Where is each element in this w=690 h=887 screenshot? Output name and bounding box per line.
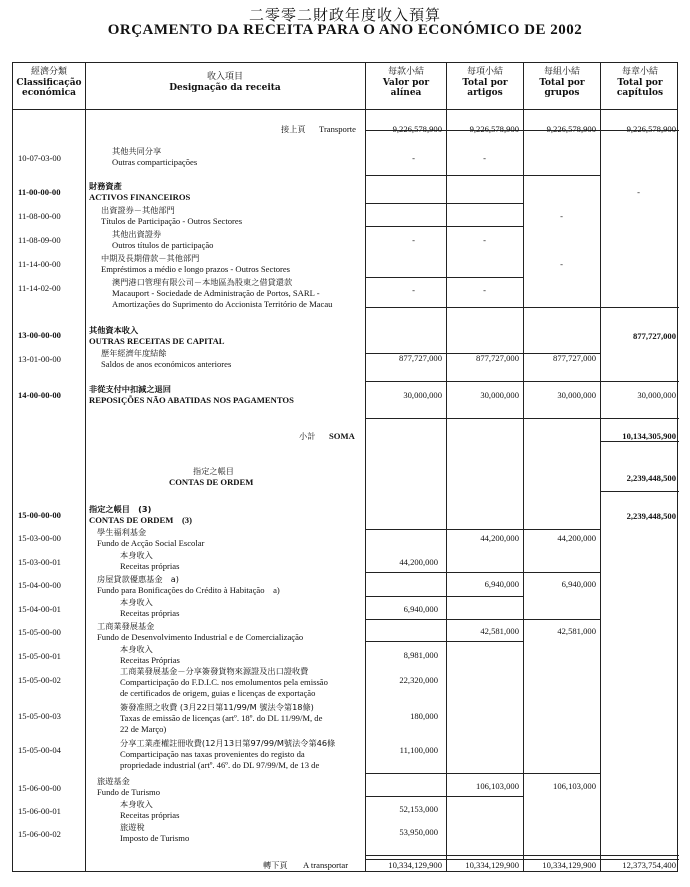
row-label-pt: Amortizações do Suprimento do Accionista Território de Macau: [112, 299, 333, 309]
row-label-pt: Saldos de anos económicos anteriores: [101, 359, 232, 369]
row-alinea: -: [412, 235, 415, 245]
page-title-portuguese: ORÇAMENTO DA RECEITA PARA O ANO ECONÓMICO DE 2002: [107, 22, 583, 38]
row-alinea: 6,940,000: [403, 604, 438, 614]
row-alinea: 22,320,000: [399, 675, 438, 685]
row-label-zh: 工商業發展基金－分享簽發貨物來源證及出口證收費: [120, 666, 309, 676]
header-capitulos: 每章小結 Total por capítulos: [616, 67, 664, 98]
row-label-pt: Receitas próprias: [120, 810, 180, 820]
row-label-pt: Empréstimos a médio e longo prazos - Outros Sectores: [101, 264, 291, 274]
row-artigos: 30,000,000: [480, 390, 519, 400]
header-alinea: 每款小結 Valor por alínea: [382, 67, 430, 98]
section-heading-zh: 指定之帳目: [193, 466, 234, 476]
row-label-zh: 本身收入: [120, 799, 153, 809]
row-grupos: 42,581,000: [557, 626, 596, 636]
row-label-pt: Comparticipação nas taxas provenientes do registo da: [120, 749, 305, 759]
rule: [365, 773, 600, 774]
row-label-pt: propriedade industrial (artº. 46º. do DL 97/99/M, de 13 de: [120, 760, 320, 770]
row-code: 15-06-00-00: [18, 783, 61, 793]
row-code: 15-03-00-01: [18, 557, 61, 567]
rule: [365, 529, 600, 530]
row-capitulos: -: [637, 187, 640, 197]
row-artigos: 106,103,000: [476, 781, 519, 791]
row-alinea: -: [412, 153, 415, 163]
row-grupos: 106,103,000: [553, 781, 596, 791]
row-capitulos: 2,239,448,500: [626, 473, 676, 483]
row-grupos: 877,727,000: [553, 353, 596, 363]
row-label-zh: 其他出資證券: [112, 229, 162, 239]
header-classification: 經濟分類 Classificação económica: [16, 67, 82, 98]
col-divider: [600, 63, 601, 871]
row-artigos: 877,727,000: [476, 353, 519, 363]
row-alinea: 44,200,000: [399, 557, 438, 567]
row-code: 11-14-00-00: [18, 259, 61, 269]
row-grupos: 44,200,000: [557, 533, 596, 543]
row-label-pt: Fundo para Bonificações do Crédito à Habitação a): [97, 585, 280, 595]
rule: [365, 277, 523, 278]
rule: [365, 572, 600, 573]
row-label-zh: 分享工業產權註冊收費(12月13日第97/99/M號法令第46條: [120, 738, 336, 748]
row-code: 11-14-02-00: [18, 283, 61, 293]
row-code: 15-04-00-01: [18, 604, 61, 614]
rule: [365, 381, 679, 382]
row-alinea: -: [412, 285, 415, 295]
row-code: 11-08-00-00: [18, 211, 61, 221]
row-code: 13-00-00-00: [18, 330, 61, 340]
rule: [365, 307, 679, 308]
soma-label-pt: SOMA: [329, 431, 355, 441]
header-grupos: 每組小結 Total por grupos: [539, 67, 585, 98]
row-label-pt: Receitas próprias: [120, 561, 180, 571]
row-code: 15-00-00-00: [18, 510, 61, 520]
row-code: 11-08-09-00: [18, 235, 61, 245]
row-label-zh: 非從支付中扣減之退回: [89, 384, 171, 394]
soma-capitulos: 10,134,305,900: [622, 431, 676, 441]
row-code: 15-05-00-00: [18, 627, 61, 637]
row-label-pt: ACTIVOS FINANCEIROS: [89, 192, 191, 202]
rule: [365, 418, 679, 419]
rule: [365, 226, 523, 227]
row-alinea: 53,950,000: [399, 827, 438, 837]
row-grupos: -: [560, 211, 563, 221]
row-label-pt: Taxas de emissão de licenças (artº. 18º. do DL 11/99/M, de: [120, 713, 323, 723]
row-code: 13-01-00-00: [18, 354, 61, 364]
rule: [365, 619, 600, 620]
page-title-chinese: 二零零二財政年度收入預算: [248, 6, 441, 24]
carry-artigos: 10,334,129,900: [465, 860, 519, 870]
row-label-zh: 出資證券－其他部門: [101, 205, 175, 215]
rule: [365, 596, 523, 597]
row-code: 15-05-00-02: [18, 675, 61, 685]
row-artigos: 42,581,000: [480, 626, 519, 636]
row-label-pt: REPOSIÇÕES NÃO ABATIDAS NOS PAGAMENTOS: [89, 395, 294, 405]
carry-label-pt: A transportar: [303, 860, 349, 870]
row-code: 15-05-00-01: [18, 651, 61, 661]
row-artigos: -: [483, 153, 486, 163]
row-label-zh: 旅遊基金: [97, 776, 130, 786]
transport-capitulos: 9,226,578,900: [626, 124, 676, 134]
row-capitulos: 877,727,000: [633, 331, 676, 341]
transport-alinea: 9,226,578,900: [392, 124, 442, 134]
row-label-pt: Outras comparticipações: [112, 157, 198, 167]
row-grupos: -: [560, 259, 563, 269]
row-label-pt: Fundo de Desenvolvimento Industrial e de Comercialização: [97, 632, 304, 642]
row-label-pt: Fundo de Acção Social Escolar: [97, 538, 205, 548]
header-rule: [13, 109, 677, 110]
row-label-zh: 本身收入: [120, 644, 153, 654]
rule: [365, 641, 523, 642]
row-alinea: 180,000: [410, 711, 438, 721]
row-label-pt: OUTRAS RECEITAS DE CAPITAL: [89, 336, 225, 346]
col-divider: [446, 63, 447, 871]
row-label-pt: Títulos de Participação - Outros Sectores: [101, 216, 243, 226]
carry-grupos: 10,334,129,900: [542, 860, 596, 870]
row-label-pt: Outros títulos de participação: [112, 240, 214, 250]
soma-label-zh: 小計: [299, 431, 316, 441]
row-artigos: -: [483, 285, 486, 295]
row-label-zh: 房屋貸款優惠基金 a): [97, 574, 179, 584]
row-label-pt: Comparticipação do F.D.I.C. nos emolumentos pela emissão: [120, 677, 328, 687]
row-alinea: 8,981,000: [403, 650, 438, 660]
row-code: 11-00-00-00: [18, 187, 61, 197]
rule: [365, 855, 679, 856]
rule: [365, 203, 523, 204]
row-label-zh: 澳門港口管理有限公司－本地區為股東之借貸還款: [112, 277, 293, 287]
header-artigos: 每項小結 Total por artigos: [462, 67, 508, 98]
rule: [600, 491, 679, 492]
row-label-zh: 其他資本收入: [89, 325, 139, 335]
row-alinea: 11,100,000: [399, 745, 438, 755]
row-code: 15-05-00-04: [18, 745, 61, 755]
row-label-pt: Receitas próprias: [120, 608, 180, 618]
row-grupos: 6,940,000: [561, 579, 596, 589]
row-alinea: 52,153,000: [399, 804, 438, 814]
row-label-zh: 工商業發展基金: [97, 621, 155, 631]
row-code: 15-06-00-02: [18, 829, 61, 839]
row-alinea: 30,000,000: [403, 390, 442, 400]
row-artigos: 44,200,000: [480, 533, 519, 543]
row-artigos: 6,940,000: [484, 579, 519, 589]
row-label-pt: Macauport - Sociedade de Administração de Portos, SARL -: [112, 288, 320, 298]
row-label-pt: Receitas Próprias: [120, 655, 180, 665]
row-label-pt: CONTAS DE ORDEM (3): [89, 515, 192, 525]
row-label-zh: 歷年經濟年度結餘: [101, 348, 167, 358]
row-code: 15-04-00-00: [18, 580, 61, 590]
rule: [365, 796, 523, 797]
col-divider: [523, 63, 524, 871]
carry-label-zh: 轉下頁: [263, 860, 288, 870]
transport-label-zh: 接上頁: [281, 124, 306, 134]
row-grupos: 30,000,000: [557, 390, 596, 400]
carry-capitulos: 12,373,754,400: [622, 860, 676, 870]
row-label-zh: 本身收入: [120, 550, 153, 560]
rule: [365, 175, 600, 176]
row-label-pt: Imposto de Turismo: [120, 833, 190, 843]
row-label-zh: 其他共同分享: [112, 146, 162, 156]
col-divider: [85, 63, 86, 871]
row-label-zh: 學生福利基金: [97, 527, 147, 537]
row-label-pt: Fundo de Turismo: [97, 787, 161, 797]
row-capitulos: 2,239,448,500: [626, 511, 676, 521]
carry-alinea: 10,334,129,900: [388, 860, 442, 870]
row-label-pt: de certificados de origem, guias e licenças de exportação: [120, 688, 316, 698]
row-code: 15-06-00-01: [18, 806, 61, 816]
row-capitulos: 30,000,000: [637, 390, 676, 400]
row-code: 15-05-00-03: [18, 711, 61, 721]
row-artigos: -: [483, 235, 486, 245]
row-label-zh: 簽發准照之收費 (3月22日第11/99/M 號法令第18條): [120, 702, 314, 712]
section-heading-pt: CONTAS DE ORDEM: [169, 477, 254, 487]
row-label-zh: 本身收入: [120, 597, 153, 607]
row-code: 14-00-00-00: [18, 390, 61, 400]
row-label-zh: 財務資產: [89, 181, 122, 191]
row-code: 15-03-00-00: [18, 533, 61, 543]
budget-table: [12, 62, 678, 872]
row-label-zh: 指定之帳目 (3): [89, 504, 152, 514]
row-label-zh: 旅遊稅: [120, 822, 145, 832]
header-designation: 收入項目 Designação da receita: [169, 72, 281, 93]
row-label-pt: 22 de Março): [120, 724, 167, 734]
row-alinea: 877,727,000: [399, 353, 442, 363]
row-label-zh: 中期及長期借款－其他部門: [101, 253, 200, 263]
row-code: 10-07-03-00: [18, 153, 61, 163]
transport-artigos: 9,226,578,900: [469, 124, 519, 134]
transport-label-pt: Transporte: [319, 124, 356, 134]
transport-grupos: 9,226,578,900: [546, 124, 596, 134]
